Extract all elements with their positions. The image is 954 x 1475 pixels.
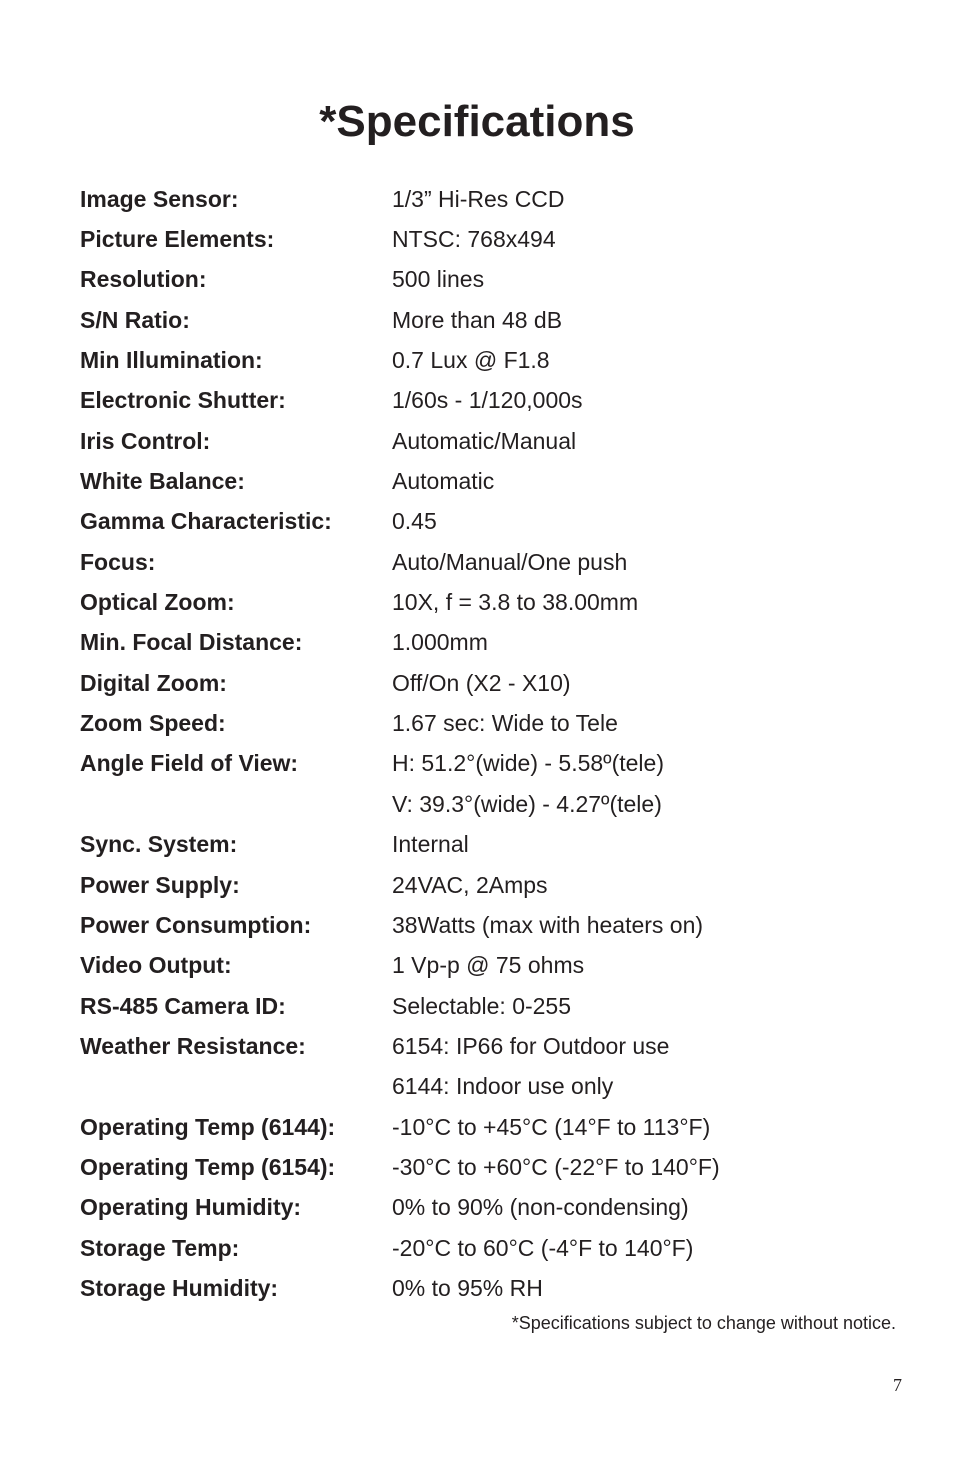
spec-label: Operating Temp (6154): xyxy=(80,1153,336,1180)
spec-row xyxy=(80,461,900,501)
spec-list xyxy=(80,179,900,1309)
spec-row xyxy=(80,421,900,461)
spec-value: 1/60s - 1/120,000s xyxy=(392,387,583,414)
spec-row xyxy=(80,744,900,784)
spec-value: 0.7 Lux @ F1.8 xyxy=(392,347,550,374)
spec-value: 38Watts (max with heaters on) xyxy=(392,911,704,938)
spec-value: 24VAC, 2Amps xyxy=(392,871,548,898)
spec-row xyxy=(80,219,900,259)
spec-row xyxy=(80,502,900,542)
spec-row xyxy=(80,825,900,865)
spec-row xyxy=(80,1188,900,1228)
spec-value: 1.67 sec: Wide to Tele xyxy=(392,710,618,737)
spec-label: Digital Zoom: xyxy=(80,669,227,696)
spec-value: 1.000mm xyxy=(392,629,488,656)
spec-label: Weather Resistance: xyxy=(80,1032,306,1059)
spec-value: V: 39.3°(wide) - 4.27º(tele) xyxy=(392,790,662,817)
spec-row xyxy=(80,946,900,986)
spec-row xyxy=(80,260,900,300)
spec-row xyxy=(80,623,900,663)
spec-value: -10°C to +45°C (14°F to 113°F) xyxy=(392,1113,711,1140)
spec-value: 1/3” Hi-Res CCD xyxy=(392,185,565,212)
page-title: *Specifications xyxy=(319,97,635,146)
spec-value: H: 51.2°(wide) - 5.58º(tele) xyxy=(392,750,664,777)
spec-label: Angle Field of View: xyxy=(80,750,299,777)
spec-row xyxy=(80,582,900,622)
spec-value: 0% to 95% RH xyxy=(392,1274,543,1301)
spec-value: 0% to 90% (non-condensing) xyxy=(392,1194,689,1221)
spec-label: Operating Humidity: xyxy=(80,1194,302,1221)
spec-value: Auto/Manual/One push xyxy=(392,548,628,575)
spec-value: 1 Vp-p @ 75 ohms xyxy=(392,952,585,979)
spec-value: Off/On (X2 - X10) xyxy=(392,669,571,696)
spec-value: Automatic/Manual xyxy=(392,427,577,454)
spec-row xyxy=(80,1026,900,1066)
spec-value: 0.45 xyxy=(392,508,437,535)
spec-label: Zoom Speed: xyxy=(80,710,226,737)
page-number: 7 xyxy=(893,1375,902,1395)
spec-value: Internal xyxy=(392,831,469,858)
spec-row xyxy=(80,542,900,582)
spec-label: Iris Control: xyxy=(80,427,211,454)
spec-value: 6154: IP66 for Outdoor use xyxy=(392,1032,670,1059)
spec-label: Power Consumption: xyxy=(80,911,312,938)
spec-label: Optical Zoom: xyxy=(80,589,235,616)
spec-label: Operating Temp (6144): xyxy=(80,1113,336,1140)
spec-value: NTSC: 768x494 xyxy=(392,226,556,253)
spec-label: Storage Humidity: xyxy=(80,1274,279,1301)
spec-label: RS-485 Camera ID: xyxy=(80,992,286,1019)
spec-row xyxy=(80,340,900,380)
spec-value: 10X, f = 3.8 to 38.00mm xyxy=(392,589,639,616)
spec-row xyxy=(80,905,900,945)
spec-value: -20°C to 60°C (-4°F to 140°F) xyxy=(392,1234,694,1261)
spec-row xyxy=(80,1147,900,1187)
spec-value: Selectable: 0-255 xyxy=(392,992,572,1019)
spec-label: Resolution: xyxy=(80,266,207,293)
spec-label: Min. Focal Distance: xyxy=(80,629,303,656)
spec-label: Storage Temp: xyxy=(80,1234,240,1261)
spec-row xyxy=(80,1268,900,1308)
spec-value: Automatic xyxy=(392,468,495,495)
spec-label: Power Supply: xyxy=(80,871,240,898)
spec-label: Gamma Characteristic: xyxy=(80,508,332,535)
spec-row xyxy=(80,703,900,743)
spec-row xyxy=(80,1107,900,1147)
spec-label: Video Output: xyxy=(80,952,232,979)
spec-row xyxy=(80,986,900,1026)
spec-label: Electronic Shutter: xyxy=(80,387,286,414)
spec-value: -30°C to +60°C (-22°F to 140°F) xyxy=(392,1153,720,1180)
footnote: *Specifications subject to change without notice. xyxy=(511,1313,896,1333)
spec-value: 500 lines xyxy=(392,266,485,293)
spec-row xyxy=(80,663,900,703)
spec-label: Image Sensor: xyxy=(80,185,239,212)
spec-label: White Balance: xyxy=(80,468,245,495)
spec-row xyxy=(80,1067,900,1107)
spec-label: Min Illumination: xyxy=(80,347,263,374)
spec-label: Picture Elements: xyxy=(80,226,275,253)
spec-row xyxy=(80,381,900,421)
spec-row xyxy=(80,300,900,340)
spec-value: More than 48 dB xyxy=(392,306,563,333)
spec-row xyxy=(80,1228,900,1268)
spec-row xyxy=(80,179,900,219)
spec-value: 6144: Indoor use only xyxy=(392,1073,614,1100)
spec-label: Sync. System: xyxy=(80,831,238,858)
spec-label: S/N Ratio: xyxy=(80,306,190,333)
spec-row xyxy=(80,784,900,824)
spec-row xyxy=(80,865,900,905)
spec-label: Focus: xyxy=(80,548,156,575)
